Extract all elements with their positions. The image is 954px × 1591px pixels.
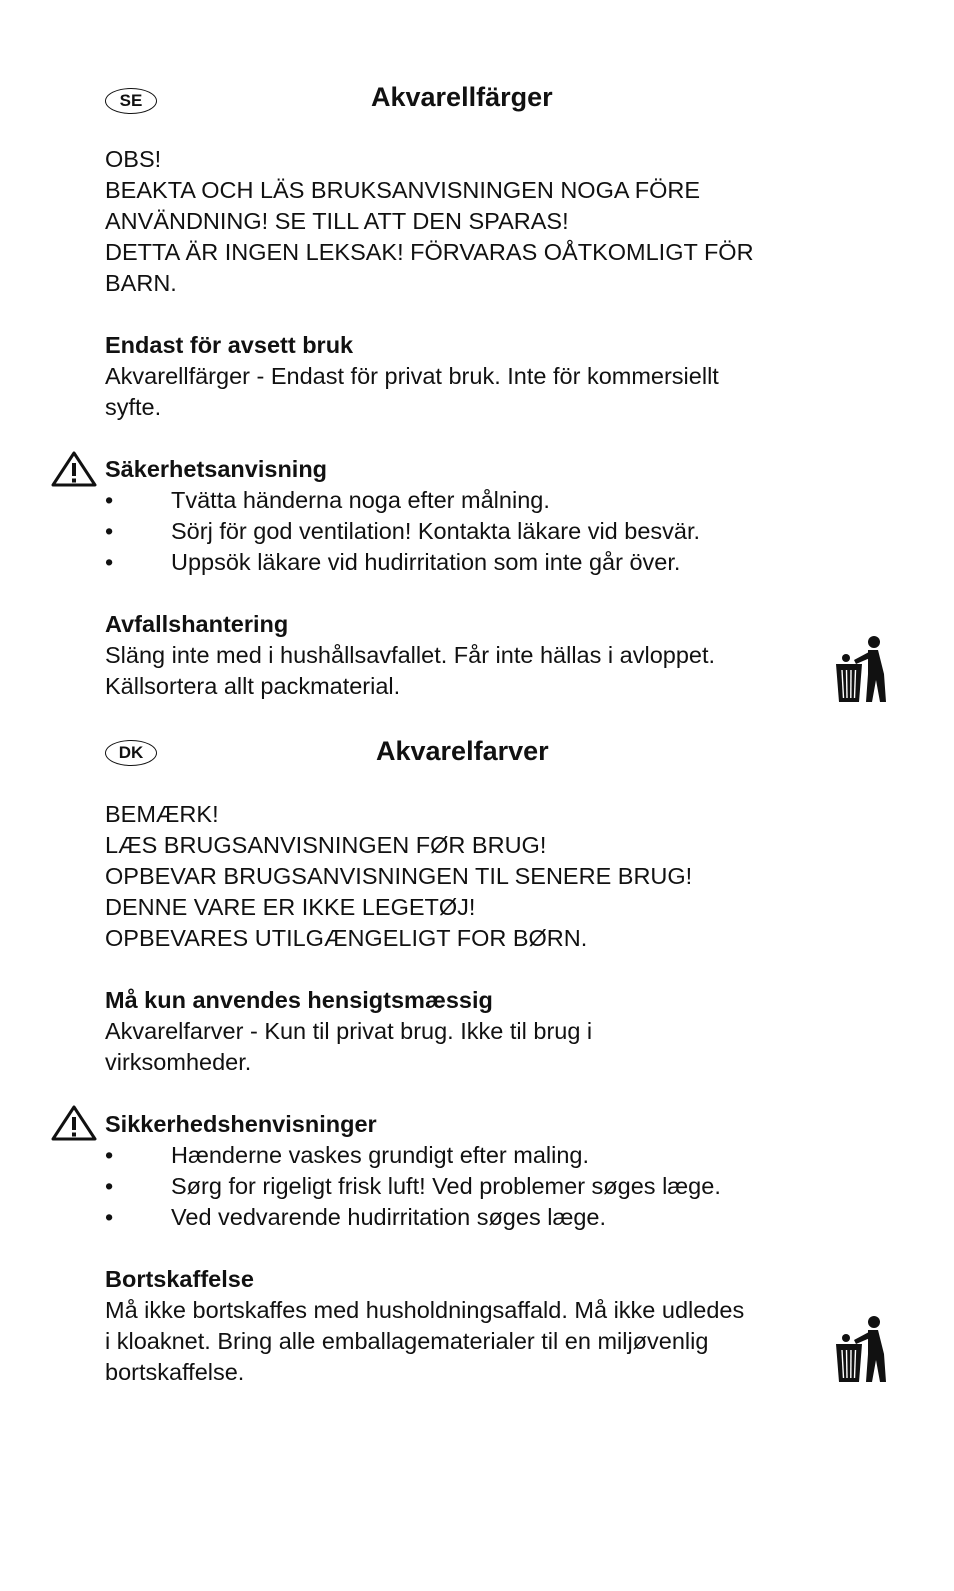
warning-triangle-icon [50, 1104, 98, 1142]
intended-use-line: Akvarelfarver - Kun til privat brug. Ikke til brug i [105, 1018, 593, 1044]
warning-line: DENNE VARE ER IKKE LEGETØJ! [105, 894, 476, 920]
intended-use-line: syfte. [105, 394, 162, 420]
section-title-se: Akvarellfärger [371, 82, 553, 112]
safety-heading: Säkerhetsanvisning [105, 456, 328, 482]
safety-bullet-item: Hænderne vaskes grundigt efter maling. [171, 1142, 589, 1168]
bullet-marker: • [105, 518, 114, 544]
bullet-marker: • [105, 549, 114, 575]
warning-triangle-icon [50, 450, 98, 488]
bullet-marker: • [105, 487, 114, 513]
safety-bullet-item: Uppsök läkare vid hudirritation som inte går över. [171, 549, 681, 575]
bullet-marker: • [105, 1204, 114, 1230]
warning-line: BEMÆRK! [105, 801, 219, 827]
warning-line: BEAKTA OCH LÄS BRUKSANVISNINGEN NOGA FÖRE [105, 177, 701, 203]
disposal-line: i kloaknet. Bring alle emballagematerialer til en miljøvenlig [105, 1328, 709, 1354]
intended-use-heading: Må kun anvendes hensigtsmæssig [105, 987, 493, 1013]
disposal-line: Släng inte med i hushållsavfallet. Får inte hällas i avloppet. [105, 642, 716, 668]
bullet-marker: • [105, 1142, 114, 1168]
language-badge-dk: DK [105, 740, 157, 766]
disposal-heading: Bortskaffelse [105, 1266, 254, 1292]
section-title-dk: Akvarelfarver [376, 736, 549, 766]
warning-line: BARN. [105, 270, 177, 296]
safety-bullet-item: Tvätta händerna noga efter målning. [171, 487, 550, 513]
intended-use-line: Akvarellfärger - Endast för privat bruk. Inte för kommersiellt [105, 363, 719, 389]
intended-use-heading: Endast för avsett bruk [105, 332, 354, 358]
safety-bullet-item: Sörj för god ventilation! Kontakta läkare vid besvär. [171, 518, 701, 544]
warning-line: OPBEVAR BRUGSANVISNINGEN TIL SENERE BRUG! [105, 863, 693, 889]
tidy-man-bin-icon [832, 634, 888, 704]
tidy-man-bin-icon [832, 1314, 888, 1384]
bullet-marker: • [105, 1173, 114, 1199]
intended-use-line: virksomheder. [105, 1049, 252, 1075]
warning-line: LÆS BRUGSANVISNINGEN FØR BRUG! [105, 832, 547, 858]
warning-line: ANVÄNDNING! SE TILL ATT DEN SPARAS! [105, 208, 569, 234]
disposal-line: Källsortera allt packmaterial. [105, 673, 401, 699]
disposal-heading: Avfallshantering [105, 611, 289, 637]
safety-bullet-item: Sørg for rigeligt frisk luft! Ved problemer søges læge. [171, 1173, 721, 1199]
safety-bullet-item: Ved vedvarende hudirritation søges læge. [171, 1204, 607, 1230]
warning-line: OBS! [105, 146, 162, 172]
language-badge-se: SE [105, 88, 157, 114]
warning-line: OPBEVARES UTILGÆNGELIGT FOR BØRN. [105, 925, 588, 951]
disposal-line: bortskaffelse. [105, 1359, 245, 1385]
disposal-line: Må ikke bortskaffes med husholdningsaffald. Må ikke udledes [105, 1297, 745, 1323]
warning-line: DETTA ÄR INGEN LEKSAK! FÖRVARAS OÅTKOMLIGT FÖR [105, 239, 754, 265]
safety-heading: Sikkerhedshenvisninger [105, 1111, 377, 1137]
